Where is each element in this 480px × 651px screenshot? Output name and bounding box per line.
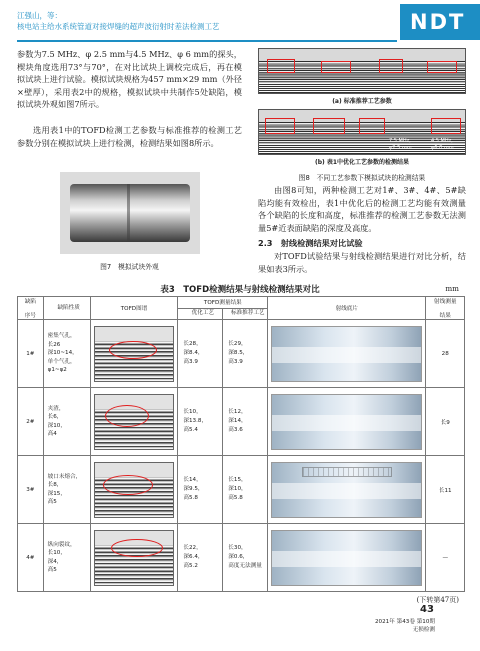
defect-marker bbox=[105, 405, 149, 427]
optimized-result: 长22， 深6.4， 高5.2 bbox=[178, 524, 223, 592]
section-heading-2-3: 2.3 射线检测结果对比试验 bbox=[258, 238, 363, 248]
rt-result: — bbox=[426, 524, 465, 592]
probe-label-4: φ6.0 mm bbox=[431, 145, 454, 151]
radiograph-image bbox=[271, 462, 422, 518]
standard-result: 长30， 深0.6， 高度无法测量 bbox=[223, 524, 268, 592]
table-3 bbox=[17, 296, 465, 592]
header-title: 核电站主给水系统管道对接焊缝的超声波衍射时差法检测工艺 bbox=[17, 22, 220, 31]
standard-result: 长12， 深14， 高3.6 bbox=[223, 388, 268, 456]
defect-marker bbox=[103, 475, 153, 495]
pipe-specimen bbox=[70, 184, 190, 242]
header-authors: 江强山，等： bbox=[17, 11, 62, 20]
defect-description: 纵向裂纹， 长10， 深4， 高5 bbox=[43, 524, 90, 592]
defect-box bbox=[431, 118, 461, 134]
figure-7-caption: 图7 模拟试块外观 bbox=[100, 263, 159, 271]
defect-box bbox=[265, 118, 295, 134]
ruler-scale bbox=[302, 467, 392, 477]
defect-box bbox=[321, 61, 351, 73]
journal-logo: NDT bbox=[400, 4, 480, 40]
defect-marker bbox=[109, 341, 157, 359]
optimized-result: 长14， 深9.5， 高5.8 bbox=[178, 456, 223, 524]
probe-label-2: φ2.5 mm bbox=[389, 145, 412, 151]
table-3-title: 表3 TOFD检测结果与射线检测结果对比 bbox=[160, 285, 320, 295]
journal-info: 2021年 第43卷 第10期 无损检测 bbox=[375, 619, 435, 633]
continued-note: (下转第47页) bbox=[416, 596, 459, 604]
tofd-image bbox=[94, 326, 175, 382]
table-row bbox=[18, 320, 465, 388]
tofd-image bbox=[94, 394, 175, 450]
defect-description: 密集气孔， 长26 深10~14， 单个气孔， φ1~φ2 bbox=[43, 320, 90, 388]
header-defect-nature: 缺陷性质 bbox=[43, 297, 90, 320]
radiograph-cell bbox=[268, 388, 426, 456]
optimized-result: 长10， 深13.8， 高5.4 bbox=[178, 388, 223, 456]
radiograph-image bbox=[271, 326, 422, 382]
weld-seam bbox=[127, 184, 130, 242]
tofd-image bbox=[94, 530, 175, 586]
header-rt-result: 射线测量 结果 bbox=[426, 297, 465, 320]
defect-box bbox=[359, 118, 385, 134]
header-standard: 标准推荐工艺 bbox=[223, 308, 268, 320]
figure-8b-caption: (b) 表1中优化工艺参数的检测结果 bbox=[314, 159, 410, 166]
paragraph-3: 由图8可知，两种检测工艺对1#、3#、4#、5#缺陷均能有效检出，表1中优化后的检测工艺均能有效测量各个缺陷的长度和高度，标准推荐的检测工艺参数无法测量5#近表面缺陷的深度及高度。 bbox=[258, 185, 466, 233]
rt-result: 28 bbox=[426, 320, 465, 388]
defect-number: 1# bbox=[18, 320, 44, 388]
figure-7-image bbox=[60, 172, 200, 254]
header-tofd-image: TOFD图谱 bbox=[90, 297, 178, 320]
header-optimized: 优化工艺 bbox=[178, 308, 223, 320]
header-tofd-results: TOFD测量结果 bbox=[178, 297, 268, 309]
defect-description: 坡口未熔合， 长8， 深15， 高5 bbox=[43, 456, 90, 524]
tofd-scan-standard bbox=[258, 48, 466, 94]
page-header bbox=[0, 0, 480, 42]
paragraph-1: 参数为7.5 MHz、φ 2.5 mm与4.5 MHz、φ 6 mm的探头，楔块角度选用73°与70°，在对比试块上调校完成后，再在模拟试块上进行试验。模拟试块规格为457 mm×29 mm（外径×壁厚），采用表2中的规格，模拟试块中共制作5处缺陷，模拟试块外观如图7所示。 bbox=[17, 49, 242, 110]
paragraph-2: 选用表1中的TOFD检测工艺参数与标准推荐的检测工艺参数分别在模拟试块上进行检测，检测结果如图8所示。 bbox=[17, 125, 242, 148]
tofd-scan-optimized bbox=[258, 109, 466, 155]
radiograph-cell bbox=[268, 320, 426, 388]
optimized-result: 长28， 深8.4， 高3.9 bbox=[178, 320, 223, 388]
standard-result: 长29， 深8.5， 高3.9 bbox=[223, 320, 268, 388]
tofd-image bbox=[94, 462, 175, 518]
defect-box bbox=[427, 61, 457, 73]
header-defect-no: 缺陷 序号 bbox=[18, 297, 44, 320]
defect-box bbox=[313, 118, 345, 134]
table-3-unit: mm bbox=[445, 284, 459, 293]
figure-8-caption: 图8 不同工艺参数下模拟试块的检测结果 bbox=[298, 174, 426, 182]
radiograph-cell bbox=[268, 524, 426, 592]
radiograph-image bbox=[271, 530, 422, 586]
paragraph-4: 对TOFD试验结果与射线检测结果进行对比分析，结果如表3所示。 bbox=[258, 251, 466, 274]
defect-box bbox=[379, 59, 403, 73]
radiograph-image bbox=[271, 394, 422, 450]
table-row bbox=[18, 388, 465, 456]
figure-8a-caption: (a) 标准推荐工艺参数 bbox=[332, 98, 392, 105]
defect-number: 3# bbox=[18, 456, 44, 524]
table-row bbox=[18, 524, 465, 592]
tofd-image-cell bbox=[90, 456, 178, 524]
defect-number: 2# bbox=[18, 388, 44, 456]
standard-result: 长15， 深10， 高5.8 bbox=[223, 456, 268, 524]
tofd-image-cell bbox=[90, 524, 178, 592]
defect-box bbox=[267, 59, 295, 73]
defect-marker bbox=[111, 539, 163, 557]
tofd-image-cell bbox=[90, 320, 178, 388]
probe-label-1: 7.5 MHz, bbox=[389, 138, 411, 144]
header-rule bbox=[17, 40, 397, 42]
defect-description: 夹渣， 长6， 深10， 高4 bbox=[43, 388, 90, 456]
table-row bbox=[18, 456, 465, 524]
page-number: 43 bbox=[420, 604, 434, 615]
defect-number: 4# bbox=[18, 524, 44, 592]
probe-label-3: 4.5 MHz, bbox=[431, 138, 453, 144]
tofd-image-cell bbox=[90, 388, 178, 456]
figure-8 bbox=[258, 48, 466, 166]
rt-result: 长11 bbox=[426, 456, 465, 524]
rt-result: 长9 bbox=[426, 388, 465, 456]
radiograph-cell bbox=[268, 456, 426, 524]
header-radiograph: 射线底片 bbox=[268, 297, 426, 320]
